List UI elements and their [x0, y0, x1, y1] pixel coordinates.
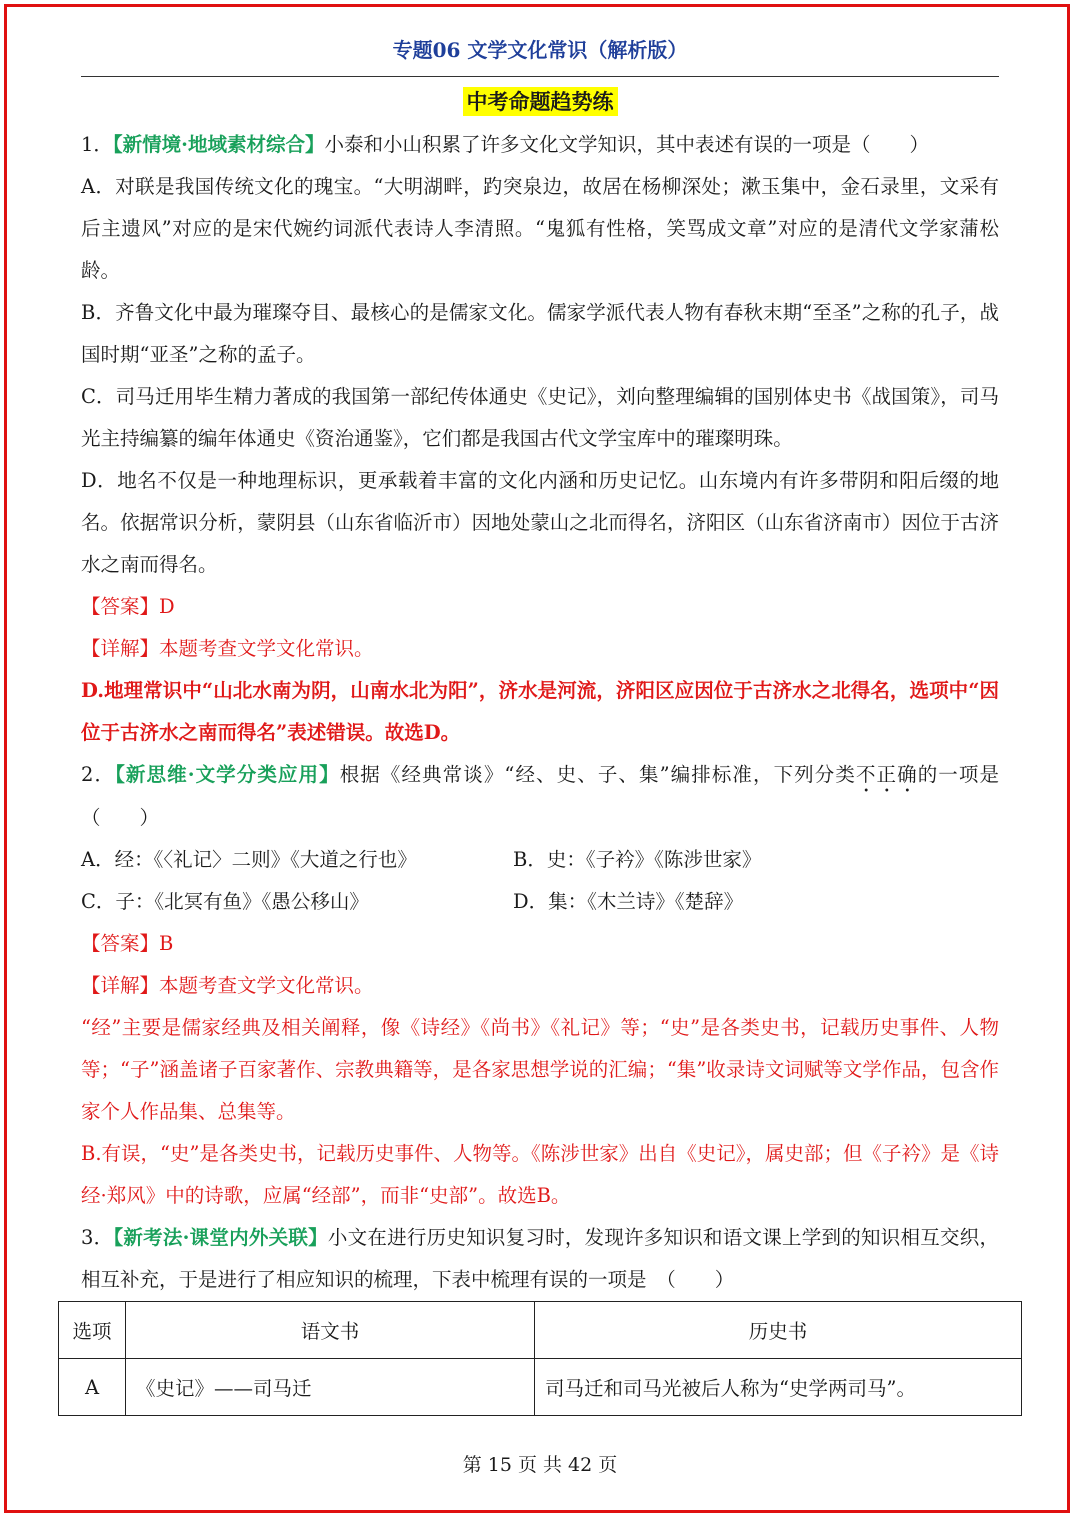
question-text: 根据《经典常谈》“经、史、子、集”编排标准，下列分类 [339, 763, 856, 786]
question-2-option-b: B．史：《子衿》《陈涉世家》 [513, 848, 762, 871]
question-1-explanation: D.地理常识中“山北水南为阴，山南水北为阳”，济水是河流，济阳区应因位于古济水之北得名，选项中“因位于古济水之南而得名”表述错误。故选D。 [81, 679, 999, 744]
question-tag: 【新思维·文学分类应用】 [115, 763, 340, 786]
question-number: 1． [81, 133, 113, 156]
question-tag: 【新考法·课堂内外关联】 [113, 1226, 328, 1249]
document-header-title: 专题06 文学文化常识（解析版） [392, 38, 688, 62]
question-text: 小泰和小山积累了许多文化文学知识，其中表述有误的一项是（ ） [324, 133, 929, 156]
question-1-option-d: D．地名不仅是一种地理标识，更承载着丰富的文化内涵和历史记忆。山东境内有许多带阴和阳后缀的地名。依据常识分析，蒙阴县（山东省临沂市）因地处蒙山之北而得名，济阳区（山东省济南市）因位于古济水之南而得名。 [81, 469, 999, 576]
table-cell: A [59, 1359, 126, 1416]
question-1-option-a: A．对联是我国传统文化的瑰宝。“大明湖畔，趵突泉边，故居在杨柳深处；漱玉集中，金石录里，文采有后主遗风”对应的是宋代婉约词派代表诗人李清照。“鬼狐有性格，笑骂成文章”对应的是清代文学家蒲松龄。 [81, 175, 999, 282]
table-row [59, 1359, 1022, 1416]
answer-label: 【答案】 [81, 932, 160, 955]
answer-label: 【答案】 [81, 595, 160, 618]
question-1-option-b: B．齐鲁文化中最为璀璨夺目、最核心的是儒家文化。儒家学派代表人物有春秋末期“至圣”之称的孔子，战国时期“亚圣”之称的孟子。 [81, 301, 999, 366]
question-number: 2． [81, 763, 116, 786]
analysis-text: 本题考查文学文化常识。 [159, 637, 374, 660]
question-2-analysis [81, 965, 999, 1007]
question-3-stem [81, 1217, 999, 1301]
header-divider [81, 76, 999, 77]
table-header-cell: 语文书 [126, 1302, 535, 1359]
question-2-answer [81, 923, 999, 965]
document-body [81, 124, 999, 1301]
question-2-stem [81, 754, 999, 839]
section-title-text: 中考命题趋势练 [463, 87, 618, 116]
answer-value: B [159, 932, 174, 955]
table-header-cell: 历史书 [535, 1302, 1022, 1359]
question-text: 小文在进行历史知识复习时，发现许多知识和语文课上学到的知识相互交织，相互补充，于是进行了相应知识的梳理，下表中梳理有误的一项是 （ ） [81, 1226, 999, 1291]
question-2-options-row-2 [81, 881, 999, 923]
question-2-options-row-1 [81, 839, 999, 881]
answer-value: D [159, 595, 175, 618]
analysis-label: 【详解】 [81, 637, 160, 660]
analysis-text: 本题考查文学文化常识。 [159, 974, 374, 997]
comparison-table [58, 1301, 1022, 1416]
question-1-stem [81, 124, 999, 166]
table-header-cell: 选项 [59, 1302, 126, 1359]
question-text-end: 的一项是（ ） [81, 763, 999, 829]
analysis-label: 【详解】 [81, 974, 160, 997]
question-number: 3． [81, 1226, 114, 1249]
question-2-option-d: D．集：《木兰诗》《楚辞》 [513, 890, 744, 913]
table-header-row [59, 1302, 1022, 1359]
table-cell: 司马迁和司马光被后人称为“史学两司马”。 [535, 1359, 1022, 1416]
question-1-answer [81, 586, 999, 628]
table-cell: 《史记》——司马迁 [126, 1359, 535, 1416]
question-2-option-a: A．经：《〈礼记〉二则》《大道之行也》 [81, 848, 417, 871]
question-2-explanation-2: B.有误，“史”是各类史书，记载历史事件、人物等。《陈涉世家》出自《史记》，属史部；但《子衿》是《诗经·郑风》中的诗歌，应属“经部”，而非“史部”。故选B。 [81, 1142, 999, 1207]
question-1-analysis [81, 628, 999, 670]
question-1-option-c: C．司马迁用毕生精力著成的我国第一部纪传体通史《史记》，刘向整理编辑的国别体史书《战国策》，司马光主持编纂的编年体通史《资治通鉴》，它们都是我国古代文学宝库中的璀璨明珠。 [81, 385, 999, 450]
question-2-explanation-1: “经”主要是儒家经典及相关阐释，像《诗经》《尚书》《礼记》等；“史”是各类史书，记载历史事件、人物等；“子”涵盖诸子百家著作、宗教典籍等，是各家思想学说的汇编；“集”收录诗文词赋等文学作品，包含作家个人作品集、总集等。 [81, 1016, 999, 1123]
page-footer: 第 15 页 共 42 页 [462, 1454, 618, 1476]
question-2-option-c: C．子：《北冥有鱼》《愚公移山》 [81, 890, 369, 913]
emphasized-text: 不正确 [855, 763, 918, 786]
question-tag: 【新情境·地域素材综合】 [112, 133, 325, 156]
section-title [81, 86, 999, 116]
